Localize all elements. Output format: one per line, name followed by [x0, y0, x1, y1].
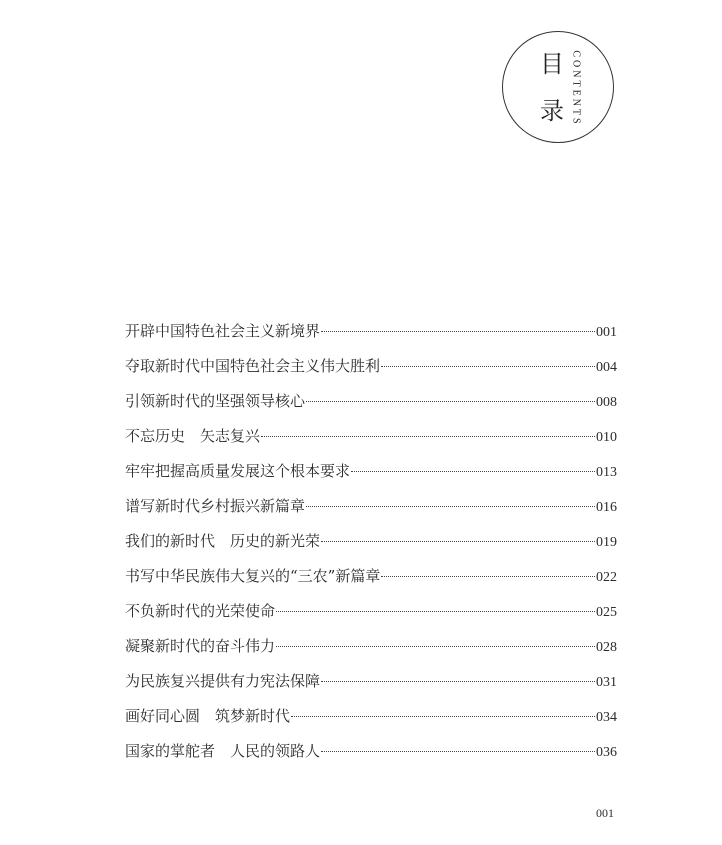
toc-entry-page: 010 — [596, 430, 617, 445]
toc-dot-leader — [321, 681, 595, 682]
toc-entry[interactable] — [125, 460, 617, 495]
toc-entry-page: 028 — [596, 640, 617, 655]
toc-dot-leader — [381, 576, 595, 577]
toc-dot-leader — [306, 401, 595, 402]
toc-entry[interactable] — [125, 530, 617, 565]
toc-entry[interactable] — [125, 320, 617, 355]
toc-entry[interactable] — [125, 670, 617, 705]
toc-entry-page: 016 — [596, 500, 617, 515]
toc-entry-title: 书写中华民族伟大复兴的“三农”新篇章 — [125, 567, 381, 585]
toc-entry-page: 022 — [596, 570, 617, 585]
toc-entry-title: 我们的新时代 历史的新光荣 — [125, 532, 321, 550]
toc-dot-leader — [321, 331, 595, 332]
heading-char-mu: 目 — [540, 50, 564, 78]
toc-entry-title: 凝聚新时代的奋斗伟力 — [125, 637, 276, 655]
toc-entry-page: 004 — [596, 360, 617, 375]
toc-entry-page: 034 — [596, 710, 617, 725]
toc-entry-page: 008 — [596, 395, 617, 410]
toc-dot-leader — [321, 541, 595, 542]
toc-entry[interactable] — [125, 740, 617, 775]
toc-entry-title: 开辟中国特色社会主义新境界 — [125, 322, 321, 340]
toc-entry[interactable] — [125, 355, 617, 390]
toc-entry-page: 036 — [596, 745, 617, 760]
table-of-contents — [125, 320, 617, 775]
toc-entry[interactable] — [125, 705, 617, 740]
toc-entry-title: 牢牢把握高质量发展这个根本要求 — [125, 462, 351, 480]
toc-entry[interactable] — [125, 425, 617, 460]
toc-dot-leader — [261, 436, 595, 437]
heading-english: CONTENTS — [570, 49, 582, 127]
toc-entry-title: 不负新时代的光荣使命 — [125, 602, 276, 620]
toc-entry-page: 001 — [596, 325, 617, 340]
toc-dot-leader — [321, 751, 595, 752]
contents-heading-badge — [502, 31, 614, 143]
heading-english-wrap — [569, 46, 583, 130]
toc-entry-page: 025 — [596, 605, 617, 620]
toc-entry-title: 谱写新时代乡村振兴新篇章 — [125, 497, 306, 515]
toc-entry-title: 画好同心圆 筑梦新时代 — [125, 707, 291, 725]
toc-entry-page: 013 — [596, 465, 617, 480]
toc-entry-title: 引领新时代的坚强领导核心 — [125, 392, 306, 410]
toc-dot-leader — [291, 716, 595, 717]
toc-entry[interactable] — [125, 495, 617, 530]
toc-entry-title: 国家的掌舵者 人民的领路人 — [125, 742, 321, 760]
toc-dot-leader — [381, 366, 595, 367]
toc-entry[interactable] — [125, 600, 617, 635]
toc-entry-page: 031 — [596, 675, 617, 690]
page-number: 001 — [596, 806, 614, 820]
toc-entry[interactable] — [125, 565, 617, 600]
toc-dot-leader — [351, 471, 595, 472]
toc-entry-page: 019 — [596, 535, 617, 550]
toc-dot-leader — [276, 646, 595, 647]
toc-entry[interactable] — [125, 635, 617, 670]
toc-dot-leader — [276, 611, 595, 612]
toc-entry-title: 不忘历史 矢志复兴 — [125, 427, 261, 445]
toc-dot-leader — [306, 506, 595, 507]
heading-char-lu: 录 — [540, 97, 564, 125]
toc-entry[interactable] — [125, 390, 617, 425]
toc-entry-title: 为民族复兴提供有力宪法保障 — [125, 672, 321, 690]
toc-entry-title: 夺取新时代中国特色社会主义伟大胜利 — [125, 357, 381, 375]
